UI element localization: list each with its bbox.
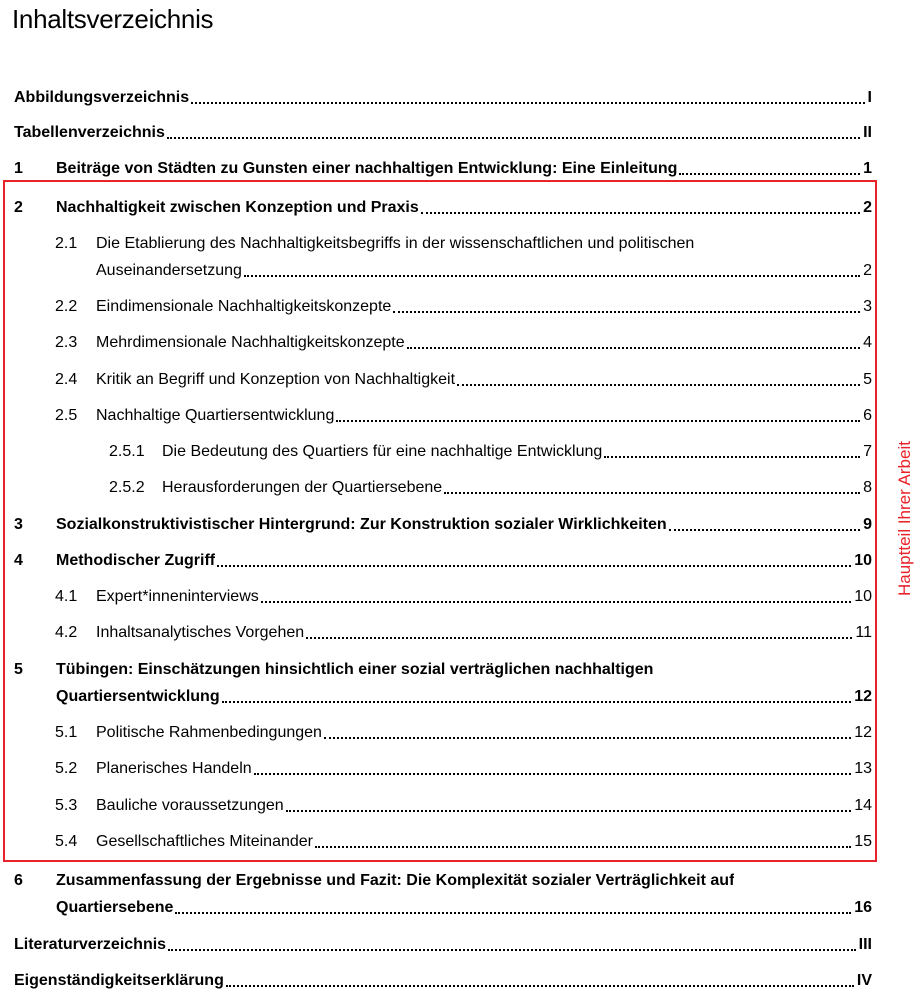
- toc-entry-page: 3: [863, 298, 872, 315]
- toc-entry-page: 10: [854, 552, 872, 569]
- toc-entry-title: Literaturverzeichnis: [14, 936, 167, 953]
- toc-entry-title: Tübingen: Einschätzungen hinsichtlich einer sozial verträglichen nachhaltigen: [56, 661, 654, 678]
- toc-entry-title: Quartiersentwicklung: [56, 688, 220, 705]
- toc-entry-page: 6: [863, 407, 872, 424]
- main-part-highlight-box: [3, 180, 877, 862]
- toc-entry-title: Gesellschaftliches Miteinander: [96, 833, 313, 850]
- toc-entry-page: 12: [854, 688, 872, 705]
- toc-entry-page: 16: [854, 899, 872, 916]
- toc-dot-leader: [167, 136, 860, 139]
- toc-entry-title: Expert*inneninterviews: [96, 588, 259, 605]
- toc-entry-page: 11: [855, 624, 872, 641]
- toc-dot-leader: [191, 101, 864, 104]
- toc-entry-title: Abbildungsverzeichnis: [14, 89, 190, 106]
- toc-entry-number: 4.1: [55, 588, 78, 605]
- toc-entry-title: Nachhaltigkeit zwischen Konzeption und Praxis: [56, 199, 419, 216]
- toc-entry-page: I: [867, 89, 872, 106]
- toc-entry-number: 5.3: [55, 797, 78, 814]
- toc-entry-page: 5: [863, 371, 872, 388]
- toc-entry-title: Kritik an Begriff und Konzeption von Nachhaltigkeit: [96, 371, 456, 388]
- toc-entry-title: Eigenständigkeitserklärung: [14, 972, 224, 989]
- toc-entry-title: Die Bedeutung des Quartiers für eine nachhaltige Entwicklung: [162, 443, 603, 460]
- toc-entry-page: IV: [856, 972, 872, 989]
- toc-dot-leader: [168, 948, 856, 951]
- toc-entry-title: Inhaltsanalytisches Vorgehen: [96, 624, 305, 641]
- page-title: Inhaltsverzeichnis: [12, 4, 214, 34]
- toc-entry-title: Nachhaltige Quartiersentwicklung: [96, 407, 335, 424]
- toc-entry[interactable]: [14, 931, 872, 955]
- toc-entry-page: II: [863, 124, 872, 141]
- toc-dot-leader: [679, 172, 860, 175]
- toc-dot-leader: [175, 911, 851, 914]
- toc-entry-page: 15: [854, 833, 872, 850]
- toc-entry-number: 2.4: [55, 371, 78, 388]
- toc-entry-page: 12: [854, 724, 872, 741]
- toc-entry-page: 2: [863, 199, 872, 216]
- toc-entry-title: Politische Rahmenbedingungen: [96, 724, 322, 741]
- toc-entry-number: 3: [14, 516, 23, 533]
- toc-entry-number: 2.5: [55, 407, 78, 424]
- toc-entry[interactable]: [14, 155, 872, 179]
- toc-entry-page: III: [858, 936, 872, 953]
- toc-entry-page: 10: [854, 588, 872, 605]
- toc-entry-number: 6: [14, 872, 23, 889]
- toc-entry[interactable]: [14, 867, 872, 891]
- toc-entry-page: 9: [863, 516, 872, 533]
- toc-entry-page: 7: [863, 443, 872, 460]
- toc-entry-title: Eindimensionale Nachhaltigkeitskonzepte: [96, 298, 392, 315]
- toc-entry-number: 2.5.2: [109, 479, 145, 496]
- toc-entry-page: 4: [863, 334, 872, 351]
- toc-entry-title: Herausforderungen der Quartiersebene: [162, 479, 443, 496]
- toc-entry-number: 2.1: [55, 235, 78, 252]
- toc-entry-number: 4: [14, 552, 23, 569]
- toc-dot-leader: [736, 886, 869, 887]
- main-part-annotation: Hauptteil Ihrer Arbeit: [895, 441, 914, 596]
- toc-entry-page: 14: [854, 797, 872, 814]
- toc-entry-number: 2: [14, 199, 23, 216]
- toc-entry[interactable]: [14, 119, 872, 143]
- toc-entry-title: Beiträge von Städten zu Gunsten einer nachhaltigen Entwicklung: Eine Einleitung: [56, 160, 678, 177]
- toc-entry-number: 5.2: [55, 760, 78, 777]
- toc-entry-title: Sozialkonstruktivistischer Hintergrund: Zur Konstruktion sozialer Wirklichkeiten: [56, 516, 667, 533]
- toc-dot-leader: [226, 984, 854, 987]
- toc-entry-number: 2.5.1: [109, 443, 145, 460]
- toc-entry-number: 5: [14, 661, 23, 678]
- toc-entry[interactable]: [56, 894, 872, 918]
- toc-entry-title: Auseinandersetzung: [96, 262, 242, 279]
- toc-entry-page: 1: [863, 160, 872, 177]
- toc-entry-title: Mehrdimensionale Nachhaltigkeitskonzepte: [96, 334, 405, 351]
- toc-entry-title: Bauliche voraussetzungen: [96, 797, 284, 814]
- toc-entry-number: 1: [14, 160, 23, 177]
- toc-entry-title: Methodischer Zugriff: [56, 552, 216, 569]
- toc-entry-title: Tabellenverzeichnis: [14, 124, 165, 141]
- toc-entry-number: 2.2: [55, 298, 78, 315]
- toc-entry-page: 13: [854, 760, 872, 777]
- toc-entry-number: 5.4: [55, 833, 78, 850]
- toc-entry[interactable]: [14, 84, 872, 108]
- toc-entry-page: 2: [863, 262, 872, 279]
- toc-entry-title: Planerisches Handeln: [96, 760, 252, 777]
- toc-entry-title: Die Etablierung des Nachhaltigkeitsbegriffs in der wissenschaftlichen und politischen: [96, 235, 695, 252]
- toc-entry[interactable]: [14, 967, 872, 991]
- toc-entry-number: 2.3: [55, 334, 78, 351]
- toc-entry-number: 4.2: [55, 624, 78, 641]
- toc-entry-page: 8: [863, 479, 872, 496]
- toc-entry-title: Zusammenfassung der Ergebnisse und Fazit: Die Komplexität sozialer Verträglichkeit auf: [56, 872, 735, 889]
- toc-entry-title: Quartiersebene: [56, 899, 174, 916]
- toc-entry-number: 5.1: [55, 724, 78, 741]
